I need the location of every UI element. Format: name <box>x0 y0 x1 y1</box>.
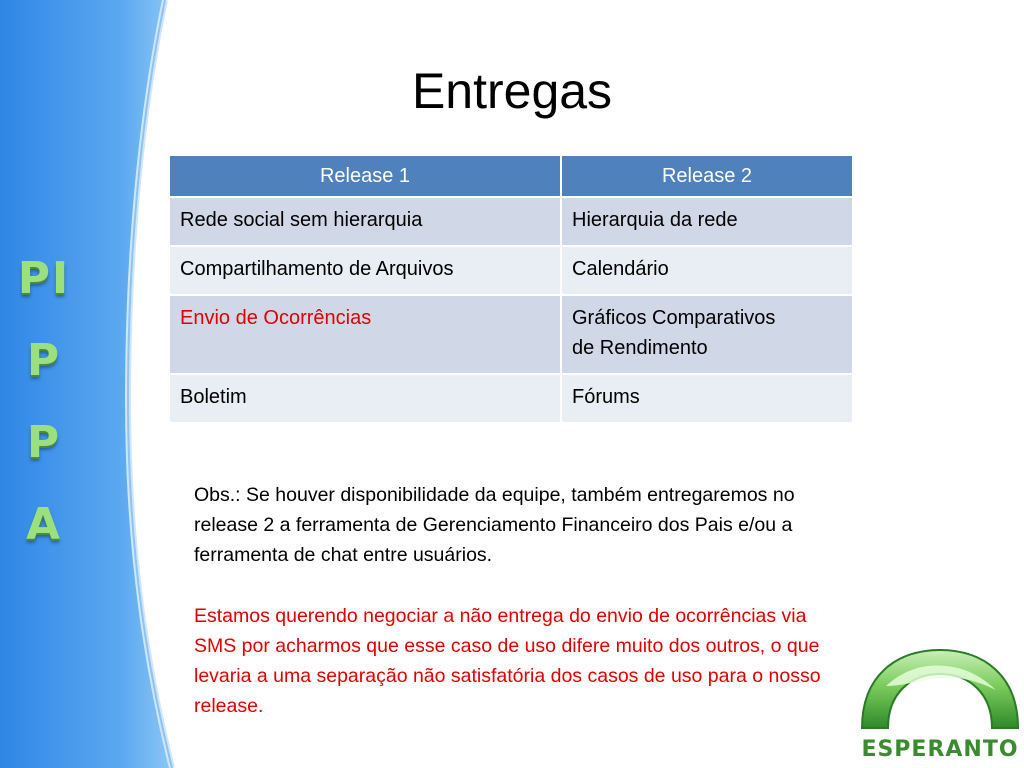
column-header-release-1: Release 1 <box>170 156 561 197</box>
brand-letter-4: A <box>25 499 63 550</box>
observation-note: Obs.: Se houver disponibilidade da equipe, também entregaremos no release 2 a ferramenta de Gerenciamento Financeiro dos Pais e/ou a ferramenta de chat entre usuários. <box>194 484 795 566</box>
table-cell: Calendário <box>561 246 853 295</box>
pippa-brand-letters <box>14 253 74 584</box>
table-cell: Boletim <box>170 374 561 423</box>
brand-letter-2: P <box>26 335 62 386</box>
table-row <box>170 246 853 295</box>
brand-letter-1: PI <box>17 253 71 304</box>
brand-letter-3: P <box>26 417 62 468</box>
table-cell: Fórums <box>561 374 853 423</box>
deliveries-table <box>170 156 854 424</box>
column-header-release-2: Release 2 <box>561 156 853 197</box>
table-row <box>170 295 853 374</box>
table-row <box>170 197 853 246</box>
table-cell-highlighted: Envio de Ocorrências <box>170 295 561 374</box>
table-cell: Gráficos Comparativos de Rendimento <box>561 295 853 374</box>
esperanto-logo <box>856 646 1024 768</box>
table-cell: Compartilhamento de Arquivos <box>170 246 561 295</box>
table-cell: Hierarquia da rede <box>561 197 853 246</box>
table-header-row <box>170 156 853 197</box>
logo-wordmark: ESPERANTO <box>861 737 1019 762</box>
slide-title: Entregas <box>411 63 613 119</box>
negotiation-note: Estamos querendo negociar a não entrega do envio de ocorrências via SMS por acharmos que esse caso de uso difere muito dos outros, o que levaria a uma separação não satisfatória dos casos de uso para o nosso release. <box>194 605 821 717</box>
table-row <box>170 374 853 423</box>
table-cell: Rede social sem hierarquia <box>170 197 561 246</box>
